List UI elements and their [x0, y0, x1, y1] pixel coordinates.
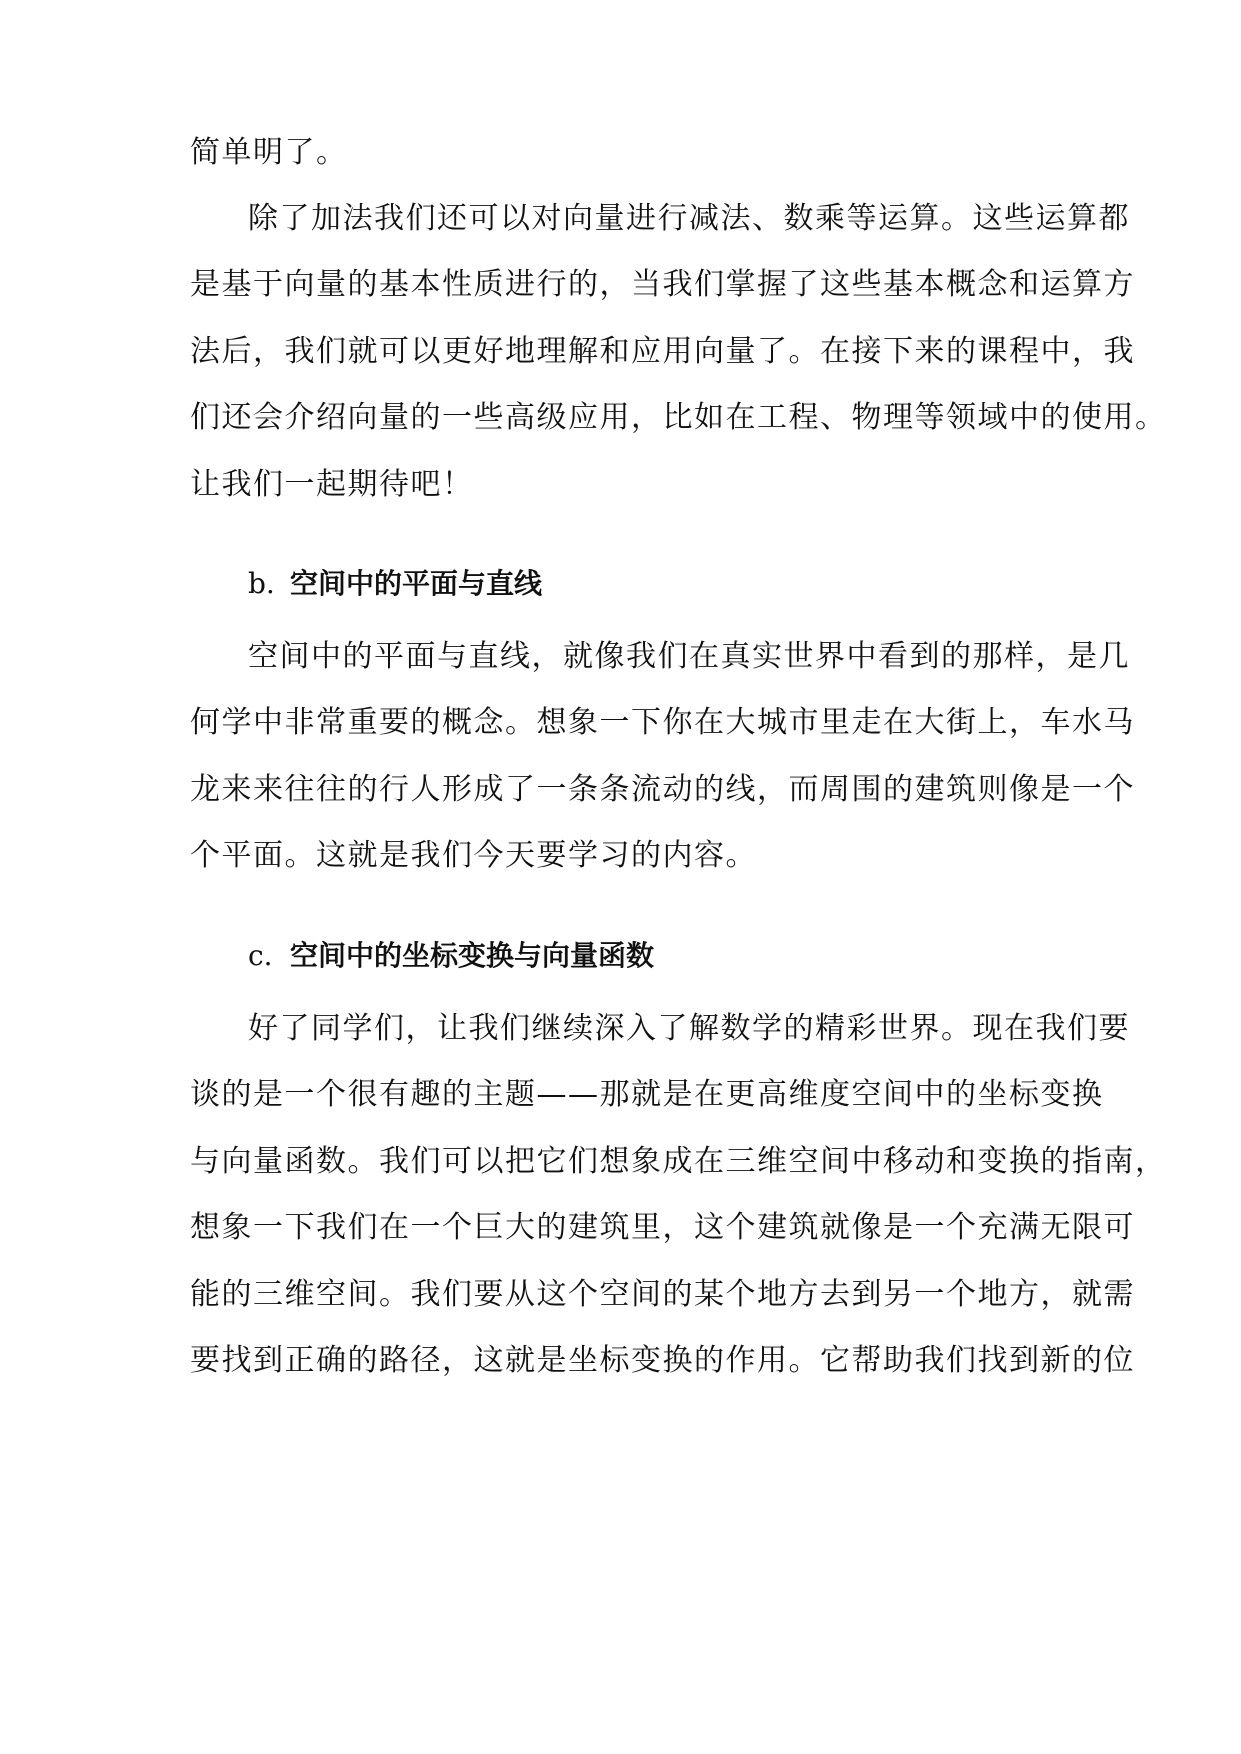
paragraph-line: 让我们一起期待吧！ — [190, 467, 474, 502]
paragraph-line: 法后，我们就可以更好地理解和应用向量了。在接下来的课程中，我 — [190, 334, 1135, 369]
paragraph-line: 何学中非常重要的概念。想象一下你在大城市里走在大街上，车水马 — [190, 705, 1135, 740]
heading-title: 空间中的平面与直线 — [290, 567, 543, 600]
paragraph-line: 能的三维空间。我们要从这个空间的某个地方去到另一个地方，就需 — [190, 1277, 1135, 1312]
paragraph-line: 好了同学们，让我们继续深入了解数学的精彩世界。现在我们要 — [248, 1011, 1130, 1046]
section-heading-b — [248, 564, 542, 604]
paragraph-line: 简单明了。 — [190, 135, 348, 170]
paragraph-line: 谈的是一个很有趣的主题——那就是在更高维度空间中的坐标变换 — [190, 1077, 1104, 1112]
paragraph-line: 个平面。这就是我们今天要学习的内容。 — [190, 838, 757, 873]
paragraph-line: 是基于向量的基本性质进行的，当我们掌握了这些基本概念和运算方 — [190, 267, 1135, 302]
heading-marker: b. — [248, 567, 275, 600]
paragraph-line: 们还会介绍向量的一些高级应用，比如在工程、物理等领域中的使用。 — [190, 400, 1167, 435]
paragraph-line: 与向量函数。我们可以把它们想象成在三维空间中移动和变换的指南， — [190, 1144, 1167, 1179]
heading-title: 空间中的坐标变换与向量函数 — [290, 939, 655, 972]
paragraph-line: 空间中的平面与直线，就像我们在真实世界中看到的那样，是几 — [248, 639, 1130, 674]
paragraph-line: 要找到正确的路径，这就是坐标变换的作用。它帮助我们找到新的位 — [190, 1343, 1135, 1378]
heading-marker: c. — [248, 939, 273, 972]
paragraph-line: 除了加法我们还可以对向量进行减法、数乘等运算。这些运算都 — [248, 201, 1130, 236]
paragraph-line: 想象一下我们在一个巨大的建筑里，这个建筑就像是一个充满无限可 — [190, 1210, 1135, 1245]
section-heading-c — [248, 936, 654, 976]
paragraph-line: 龙来来往往的行人形成了一条条流动的线，而周围的建筑则像是一个 — [190, 772, 1135, 807]
